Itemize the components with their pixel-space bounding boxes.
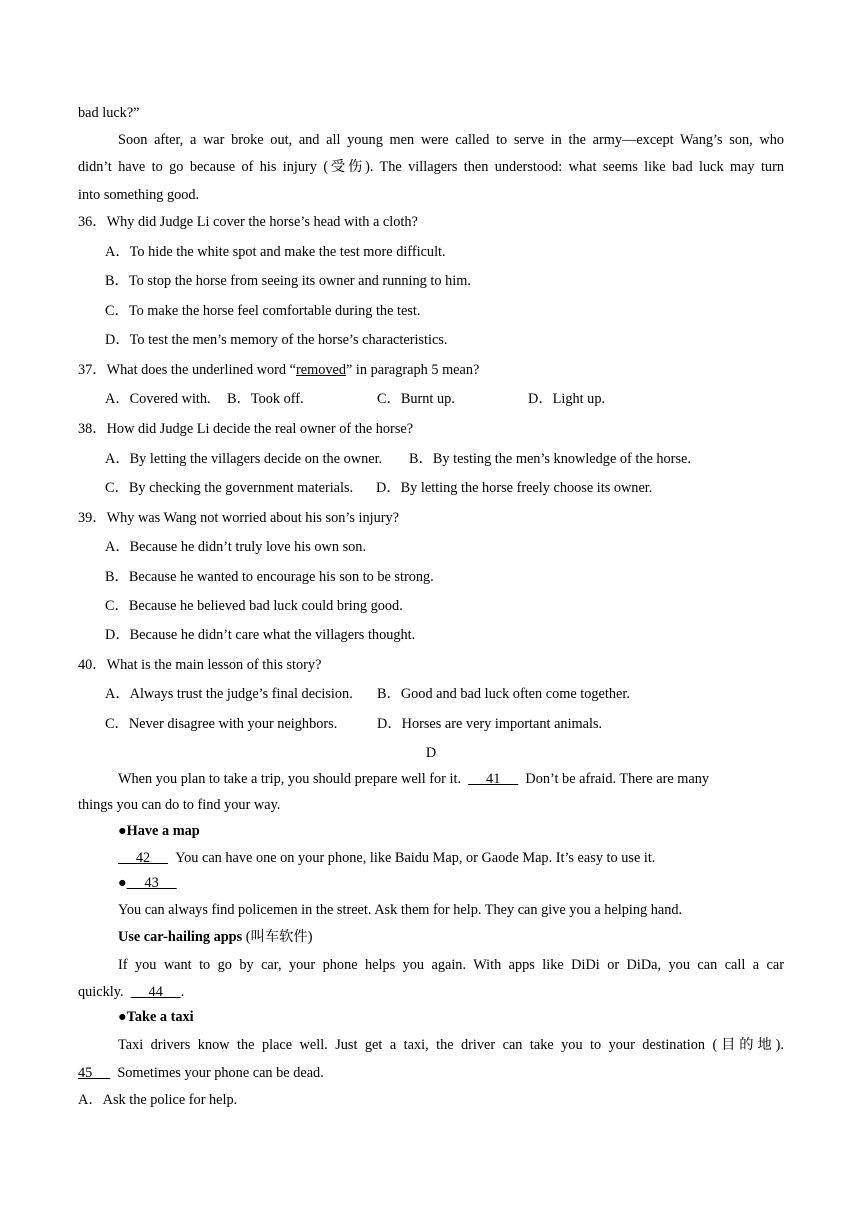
question-39-option-a: A．Because he didn’t truly love his own son.: [105, 539, 367, 555]
question-36-option-a: A．To hide the white spot and make the test more difficult.: [105, 244, 446, 260]
blank-45: 45: [78, 1065, 111, 1081]
question-38-options-ab: [105, 450, 755, 468]
section-heading-43: [118, 874, 177, 892]
question-37-options: [105, 390, 705, 408]
question-37-stem: [78, 361, 479, 379]
question-37-option-a: A．Covered with.: [105, 391, 211, 407]
heading-text: Use car-hailing apps: [118, 929, 243, 945]
question-39-option-d: D．Because he didn’t care what the villagers thought.: [105, 627, 416, 643]
question-37-option-c: C．Burnt up.: [377, 391, 455, 407]
question-40-options-cd: [105, 715, 755, 733]
question-38-option-d: D．By letting the horse freely choose its owner.: [376, 480, 653, 496]
question-38-stem: 38．How did Judge Li decide the real owner of the horse?: [78, 421, 414, 437]
question-36-option-b: B．To stop the horse from seeing its owner and running to him.: [105, 273, 471, 289]
question-37-option-d: D．Light up.: [528, 391, 606, 407]
question-40-option-b: B．Good and bad luck often come together.: [377, 686, 630, 702]
underlined-word: removed: [295, 362, 346, 378]
question-40-options-ab: [105, 685, 755, 703]
question-36-stem: 36．Why did Judge Li cover the horse’s head with a cloth?: [78, 214, 418, 230]
blank-42: 42: [118, 850, 169, 866]
question-36-option-c: C．To make the horse feel comfortable during the test.: [105, 303, 421, 319]
blank-43: 43: [126, 875, 177, 891]
section-heading-taxi: ●Take a taxi: [118, 1009, 194, 1025]
question-39-option-b: B．Because he wanted to encourage his son to be strong.: [105, 569, 434, 585]
passage-line: If you want to go by car, your phone helps you again. With apps like DiDi or DiDa, you can call a car: [118, 957, 784, 973]
question-38-option-c: C．By checking the government materials.: [105, 480, 354, 496]
passage-line: You can always find policemen in the street. Ask them for help. They can give you a helping hand.: [118, 902, 683, 918]
choice-a: A．Ask the police for help.: [78, 1092, 238, 1108]
passage-text: quickly.: [78, 984, 124, 1000]
passage-line: [78, 1064, 324, 1082]
passage-line: Taxi drivers know the place well. Just get a taxi, the driver can take you to your destination (目的地).: [118, 1037, 784, 1053]
passage-line: into something good.: [78, 187, 200, 203]
passage-text: You can have one on your phone, like Baidu Map, or Gaode Map. It’s easy to use it.: [175, 850, 656, 866]
bullet: ●: [118, 875, 127, 891]
section-heading-apps: [118, 928, 312, 946]
question-40-option-d: D．Horses are very important animals.: [377, 716, 603, 732]
passage-text: When you plan to take a trip, you should prepare well for it.: [118, 771, 462, 787]
passage-line: [118, 770, 709, 788]
passage-line: [118, 849, 655, 867]
passage-line: things you can do to find your way.: [78, 797, 281, 813]
question-38-option-b: B．By testing the men’s knowledge of the horse.: [409, 451, 691, 467]
question-36-option-d: D．To test the men’s memory of the horse’s characteristics.: [105, 332, 448, 348]
passage-text: .: [180, 984, 185, 1000]
passage-text: Don’t be afraid. There are many: [525, 771, 710, 787]
passage-line: bad luck?”: [78, 105, 140, 121]
question-39-option-c: C．Because he believed bad luck could bring good.: [105, 598, 403, 614]
section-heading-map: ●Have a map: [118, 823, 200, 839]
passage-line: Soon after, a war broke out, and all young men were called to serve in the army—except Wang’s son, who: [118, 132, 784, 148]
stem-text: ” in paragraph 5 mean?: [346, 362, 480, 378]
question-37-option-b: B．Took off.: [227, 391, 304, 407]
stem-text: 37．What does the underlined word “: [78, 362, 296, 378]
passage-line: [78, 983, 184, 1001]
passage-line: didn’t have to go because of his injury (受伤). The villagers then understood: what seems like bad luck may turn: [78, 159, 784, 175]
question-40-stem: 40．What is the main lesson of this story?: [78, 657, 322, 673]
question-39-stem: 39．Why was Wang not worried about his son’s injury?: [78, 510, 400, 526]
blank-44: 44: [130, 984, 181, 1000]
question-40-option-a: A．Always trust the judge’s final decision.: [105, 686, 353, 702]
question-38-options-cd: [105, 479, 755, 497]
question-40-option-c: C．Never disagree with your neighbors.: [105, 716, 338, 732]
passage-d-heading: D: [425, 745, 437, 761]
blank-41: 41: [468, 771, 519, 787]
heading-note: (叫车软件): [242, 929, 313, 945]
passage-text: Sometimes your phone can be dead.: [117, 1065, 324, 1081]
question-38-option-a: A．By letting the villagers decide on the owner.: [105, 451, 383, 467]
